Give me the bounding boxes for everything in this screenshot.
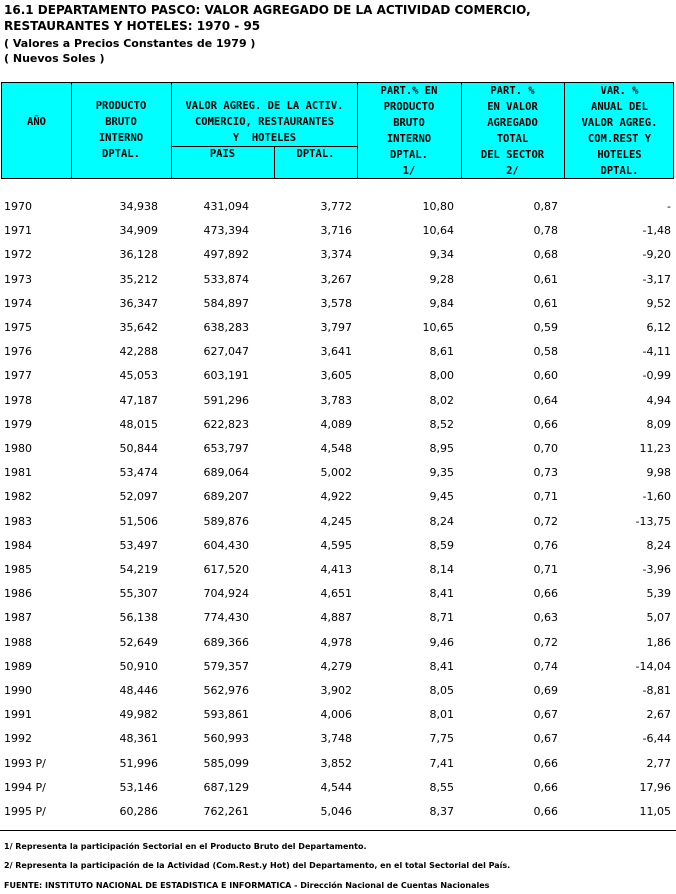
cell-part-pbi: 7,41 — [429, 756, 454, 770]
cell-part-pbi: 8,59 — [429, 538, 454, 552]
cell-var-anual: -1,48 — [642, 224, 671, 238]
cell-pbi-dptal: 47,187 — [119, 393, 158, 407]
cell-va-dptal: 5,002 — [320, 466, 352, 480]
table-row — [0, 418, 676, 442]
cell-part-pbi: 7,75 — [429, 732, 454, 746]
cell-va-pais: 560,993 — [203, 732, 249, 746]
table-row — [0, 200, 676, 224]
cell-va-pais: 687,129 — [203, 780, 249, 794]
cell-part-va: 0,58 — [533, 345, 558, 359]
cell-year: 1992 — [4, 732, 32, 746]
cell-va-pais: 591,296 — [203, 393, 249, 407]
cell-part-pbi: 8,95 — [429, 442, 454, 455]
cell-va-pais: 774,430 — [203, 611, 249, 625]
cell-part-va: 0,63 — [533, 611, 558, 625]
cell-year: 1972 — [4, 248, 32, 262]
cell-var-anual: 8,24 — [646, 538, 671, 552]
cell-va-pais: 689,366 — [203, 635, 249, 649]
cell-va-pais: 762,261 — [203, 805, 249, 818]
table-row — [0, 394, 676, 418]
table-row — [0, 660, 676, 684]
cell-va-pais: 562,976 — [203, 684, 249, 697]
cell-year: 1970 — [4, 200, 32, 213]
cell-va-pais: 653,797 — [203, 442, 249, 455]
cell-va-pais: 617,520 — [203, 563, 249, 576]
cell-year: 1993 P/ — [4, 756, 46, 770]
cell-year: 1971 — [4, 224, 32, 238]
cell-part-va: 0,72 — [533, 635, 558, 649]
cell-var-anual: 11,23 — [639, 442, 671, 455]
cell-pbi-dptal: 35,642 — [119, 321, 158, 334]
cell-var-anual: 11,05 — [639, 805, 671, 818]
cell-pbi-dptal: 53,497 — [119, 538, 158, 552]
cell-va-dptal: 4,651 — [320, 587, 352, 601]
table-row — [0, 732, 676, 756]
cell-year: 1986 — [4, 587, 32, 601]
cell-var-anual: 6,12 — [646, 321, 671, 334]
cell-part-pbi: 9,28 — [429, 272, 454, 286]
cell-part-pbi: 8,24 — [429, 514, 454, 528]
cell-var-anual: -13,75 — [635, 514, 671, 528]
cell-var-anual: -9,20 — [642, 248, 671, 262]
cell-part-va: 0,64 — [533, 393, 558, 407]
cell-year: 1990 — [4, 684, 32, 697]
cell-va-dptal: 4,006 — [320, 708, 352, 722]
cell-va-pais: 593,861 — [203, 708, 249, 722]
cell-va-pais: 638,283 — [203, 321, 249, 334]
cell-var-anual: 17,96 — [639, 780, 671, 794]
cell-var-anual: -4,11 — [642, 345, 671, 359]
cell-pbi-dptal: 50,844 — [119, 442, 158, 455]
cell-var-anual: -6,44 — [642, 732, 671, 746]
cell-pbi-dptal: 48,015 — [119, 417, 158, 431]
cell-part-pbi: 9,35 — [429, 466, 454, 480]
cell-part-pbi: 9,46 — [429, 635, 454, 649]
cell-va-pais: 704,924 — [203, 587, 249, 601]
cell-var-anual: -3,96 — [642, 563, 671, 576]
cell-part-pbi: 8,41 — [429, 659, 454, 673]
header-variacion: VAR. % ANUAL DEL VALOR AGREG. COM.REST Y HOTELES DPTAL. — [581, 85, 658, 177]
cell-pbi-dptal: 53,474 — [119, 466, 158, 480]
table-title-line2: RESTAURANTES Y HOTELES: 1970 - 95 — [4, 19, 261, 33]
cell-va-dptal: 4,279 — [320, 659, 352, 673]
cell-var-anual: -3,17 — [642, 272, 671, 286]
cell-va-dptal: 3,267 — [320, 272, 352, 286]
cell-part-va: 0,59 — [533, 321, 558, 334]
cell-pbi-dptal: 36,347 — [119, 296, 158, 310]
cell-va-dptal: 4,245 — [320, 514, 352, 528]
cell-va-pais: 497,892 — [203, 248, 249, 262]
footnote-2: 2/ Representa la participación de la Actividad (Com.Rest.y Hot) del Departamento, en el total Sectorial del País. — [4, 861, 511, 870]
cell-va-dptal: 3,852 — [320, 756, 352, 770]
table-row — [0, 587, 676, 611]
cell-va-dptal: 4,544 — [320, 780, 352, 794]
table-row — [0, 636, 676, 660]
cell-va-dptal: 3,783 — [320, 393, 352, 407]
table-row — [0, 781, 676, 805]
cell-year: 1995 P/ — [4, 805, 46, 818]
cell-part-va: 0,60 — [533, 369, 558, 383]
cell-part-pbi: 8,00 — [429, 369, 454, 383]
header-valor-agregado: VALOR AGREG. DE LA ACTIV. COMERCIO, RESTAURANTES Y HOTELES — [185, 100, 344, 144]
cell-va-dptal: 3,578 — [320, 296, 352, 310]
cell-part-va: 0,66 — [533, 780, 558, 794]
source-note: FUENTE: INSTITUTO NACIONAL DE ESTADISTICA E INFORMATICA - Dirección Nacional de Cuentas Nacionales — [4, 881, 490, 890]
cell-va-dptal: 3,902 — [320, 684, 352, 697]
cell-part-pbi: 8,02 — [429, 393, 454, 407]
cell-part-va: 0,61 — [533, 296, 558, 310]
table-row — [0, 224, 676, 248]
table-row — [0, 345, 676, 369]
cell-var-anual: -14,04 — [635, 659, 671, 673]
cell-va-pais: 604,430 — [203, 538, 249, 552]
cell-va-dptal: 3,772 — [320, 200, 352, 213]
cell-va-dptal: 3,641 — [320, 345, 352, 359]
cell-part-va: 0,67 — [533, 732, 558, 746]
cell-va-dptal: 5,046 — [320, 805, 352, 818]
cell-part-pbi: 8,14 — [429, 563, 454, 576]
cell-va-pais: 473,394 — [203, 224, 249, 238]
cell-va-pais: 584,897 — [203, 296, 249, 310]
table-row — [0, 708, 676, 732]
cell-year: 1983 — [4, 514, 32, 528]
cell-year: 1978 — [4, 393, 32, 407]
header-pbi: PRODUCTO BRUTO INTERNO DPTAL. — [95, 100, 147, 160]
cell-year: 1981 — [4, 466, 32, 480]
cell-part-va: 0,71 — [533, 490, 558, 504]
cell-part-pbi: 9,45 — [429, 490, 454, 504]
table-row — [0, 805, 676, 829]
cell-part-pbi: 10,80 — [422, 200, 454, 213]
cell-part-pbi: 8,05 — [429, 684, 454, 697]
table-row — [0, 539, 676, 563]
table-row — [0, 611, 676, 635]
cell-va-pais: 589,876 — [203, 514, 249, 528]
cell-year: 1985 — [4, 563, 32, 576]
table-row — [0, 442, 676, 466]
cell-va-dptal: 4,595 — [320, 538, 352, 552]
cell-part-pbi: 9,34 — [429, 248, 454, 262]
cell-pbi-dptal: 54,219 — [119, 563, 158, 576]
cell-var-anual: 9,98 — [646, 466, 671, 480]
cell-var-anual: -0,99 — [642, 369, 671, 383]
table-row — [0, 490, 676, 514]
cell-va-dptal: 3,374 — [320, 248, 352, 262]
cell-year: 1974 — [4, 296, 32, 310]
cell-part-pbi: 8,37 — [429, 805, 454, 818]
cell-va-dptal: 4,887 — [320, 611, 352, 625]
header-dptal: DPTAL. — [296, 148, 335, 160]
header-anio: AÑO — [27, 116, 46, 128]
cell-pbi-dptal: 42,288 — [119, 345, 158, 359]
footnote-divider — [0, 830, 676, 831]
cell-pbi-dptal: 50,910 — [119, 659, 158, 673]
cell-pbi-dptal: 45,053 — [119, 369, 158, 383]
cell-part-pbi: 8,61 — [429, 345, 454, 359]
cell-part-va: 0,67 — [533, 708, 558, 722]
cell-year: 1994 P/ — [4, 780, 46, 794]
cell-va-pais: 627,047 — [203, 345, 249, 359]
cell-year: 1975 — [4, 321, 32, 334]
cell-var-anual: 1,86 — [646, 635, 671, 649]
cell-year: 1987 — [4, 611, 32, 625]
table-row — [0, 563, 676, 587]
cell-year: 1989 — [4, 659, 32, 673]
cell-va-dptal: 3,797 — [320, 321, 352, 334]
cell-pbi-dptal: 52,097 — [119, 490, 158, 504]
cell-pbi-dptal: 56,138 — [119, 611, 158, 625]
cell-year: 1980 — [4, 442, 32, 455]
cell-va-dptal: 3,716 — [320, 224, 352, 238]
table-row — [0, 466, 676, 490]
cell-year: 1976 — [4, 345, 32, 359]
cell-va-dptal: 4,413 — [320, 563, 352, 576]
cell-va-dptal: 4,089 — [320, 417, 352, 431]
units-note-prices: ( Valores a Precios Constantes de 1979 ) — [4, 37, 256, 50]
header-part-pbi: PART.% EN PRODUCTO BRUTO INTERNO DPTAL. 1/ — [380, 85, 438, 177]
cell-part-va: 0,66 — [533, 805, 558, 818]
cell-pbi-dptal: 60,286 — [119, 805, 158, 818]
cell-year: 1982 — [4, 490, 32, 504]
table-row — [0, 321, 676, 345]
cell-pbi-dptal: 34,938 — [119, 200, 158, 213]
cell-va-dptal: 4,978 — [320, 635, 352, 649]
cell-pbi-dptal: 51,996 — [119, 756, 158, 770]
cell-pbi-dptal: 36,128 — [119, 248, 158, 262]
cell-part-pbi: 8,01 — [429, 708, 454, 722]
table-row — [0, 369, 676, 393]
table-row — [0, 273, 676, 297]
cell-part-va: 0,71 — [533, 563, 558, 576]
table-row — [0, 515, 676, 539]
table-row — [0, 248, 676, 272]
cell-part-pbi: 9,84 — [429, 296, 454, 310]
cell-va-pais: 622,823 — [203, 417, 249, 431]
cell-year: 1977 — [4, 369, 32, 383]
cell-va-dptal: 4,548 — [320, 442, 352, 455]
cell-part-pbi: 8,52 — [429, 417, 454, 431]
cell-part-va: 0,69 — [533, 684, 558, 697]
cell-pbi-dptal: 35,212 — [119, 272, 158, 286]
cell-va-pais: 689,064 — [203, 466, 249, 480]
cell-va-pais: 533,874 — [203, 272, 249, 286]
cell-pbi-dptal: 53,146 — [119, 780, 158, 794]
header-part-valor-agregado: PART. % EN VALOR AGREGADO TOTAL DEL SECTOR 2/ — [480, 85, 545, 177]
cell-part-va: 0,73 — [533, 466, 558, 480]
cell-part-va: 0,78 — [533, 224, 558, 238]
units-note-currency: ( Nuevos Soles ) — [4, 52, 105, 65]
cell-part-va: 0,72 — [533, 514, 558, 528]
cell-var-anual: -1,60 — [642, 490, 671, 504]
cell-part-pbi: 8,55 — [429, 780, 454, 794]
cell-year: 1973 — [4, 272, 32, 286]
cell-va-pais: 603,191 — [203, 369, 249, 383]
table-title-line1: 16.1 DEPARTAMENTO PASCO: VALOR AGREGADO DE LA ACTIVIDAD COMERCIO, — [4, 3, 531, 17]
table-row — [0, 297, 676, 321]
cell-pbi-dptal: 51,506 — [119, 514, 158, 528]
cell-part-pbi: 10,64 — [422, 224, 454, 238]
cell-part-va: 0,74 — [533, 659, 558, 673]
cell-part-va: 0,76 — [533, 538, 558, 552]
cell-var-anual: -8,81 — [642, 684, 671, 697]
cell-part-va: 0,68 — [533, 248, 558, 262]
cell-year: 1984 — [4, 538, 32, 552]
header-pais: PAIS — [209, 148, 236, 160]
cell-pbi-dptal: 48,446 — [119, 684, 158, 697]
cell-va-pais: 431,094 — [203, 200, 249, 213]
cell-va-dptal: 3,605 — [320, 369, 352, 383]
cell-var-anual: - — [667, 200, 671, 213]
cell-pbi-dptal: 49,982 — [119, 708, 158, 722]
cell-part-va: 0,66 — [533, 587, 558, 601]
cell-var-anual: 2,67 — [646, 708, 671, 722]
table-row — [0, 684, 676, 708]
cell-part-va: 0,87 — [533, 200, 558, 213]
cell-var-anual: 4,94 — [646, 393, 671, 407]
cell-pbi-dptal: 48,361 — [119, 732, 158, 746]
table-header — [1, 82, 674, 179]
cell-part-pbi: 8,71 — [429, 611, 454, 625]
cell-var-anual: 8,09 — [646, 417, 671, 431]
footnote-1: 1/ Representa la participación Sectorial en el Producto Bruto del Departamento. — [4, 842, 367, 851]
cell-year: 1991 — [4, 708, 32, 722]
cell-pbi-dptal: 34,909 — [119, 224, 158, 238]
cell-pbi-dptal: 55,307 — [119, 587, 158, 601]
cell-va-dptal: 4,922 — [320, 490, 352, 504]
cell-year: 1979 — [4, 417, 32, 431]
cell-var-anual: 5,07 — [646, 611, 671, 625]
cell-year: 1988 — [4, 635, 32, 649]
cell-part-va: 0,66 — [533, 756, 558, 770]
cell-pbi-dptal: 52,649 — [119, 635, 158, 649]
cell-va-pais: 689,207 — [203, 490, 249, 504]
cell-part-va: 0,61 — [533, 272, 558, 286]
cell-part-pbi: 8,41 — [429, 587, 454, 601]
cell-part-pbi: 10,65 — [422, 321, 454, 334]
cell-var-anual: 2,77 — [646, 756, 671, 770]
cell-va-dptal: 3,748 — [320, 732, 352, 746]
cell-part-va: 0,70 — [533, 442, 558, 455]
table-row — [0, 757, 676, 781]
cell-part-va: 0,66 — [533, 417, 558, 431]
cell-va-pais: 585,099 — [203, 756, 249, 770]
cell-var-anual: 9,52 — [646, 296, 671, 310]
cell-va-pais: 579,357 — [203, 659, 249, 673]
cell-var-anual: 5,39 — [646, 587, 671, 601]
